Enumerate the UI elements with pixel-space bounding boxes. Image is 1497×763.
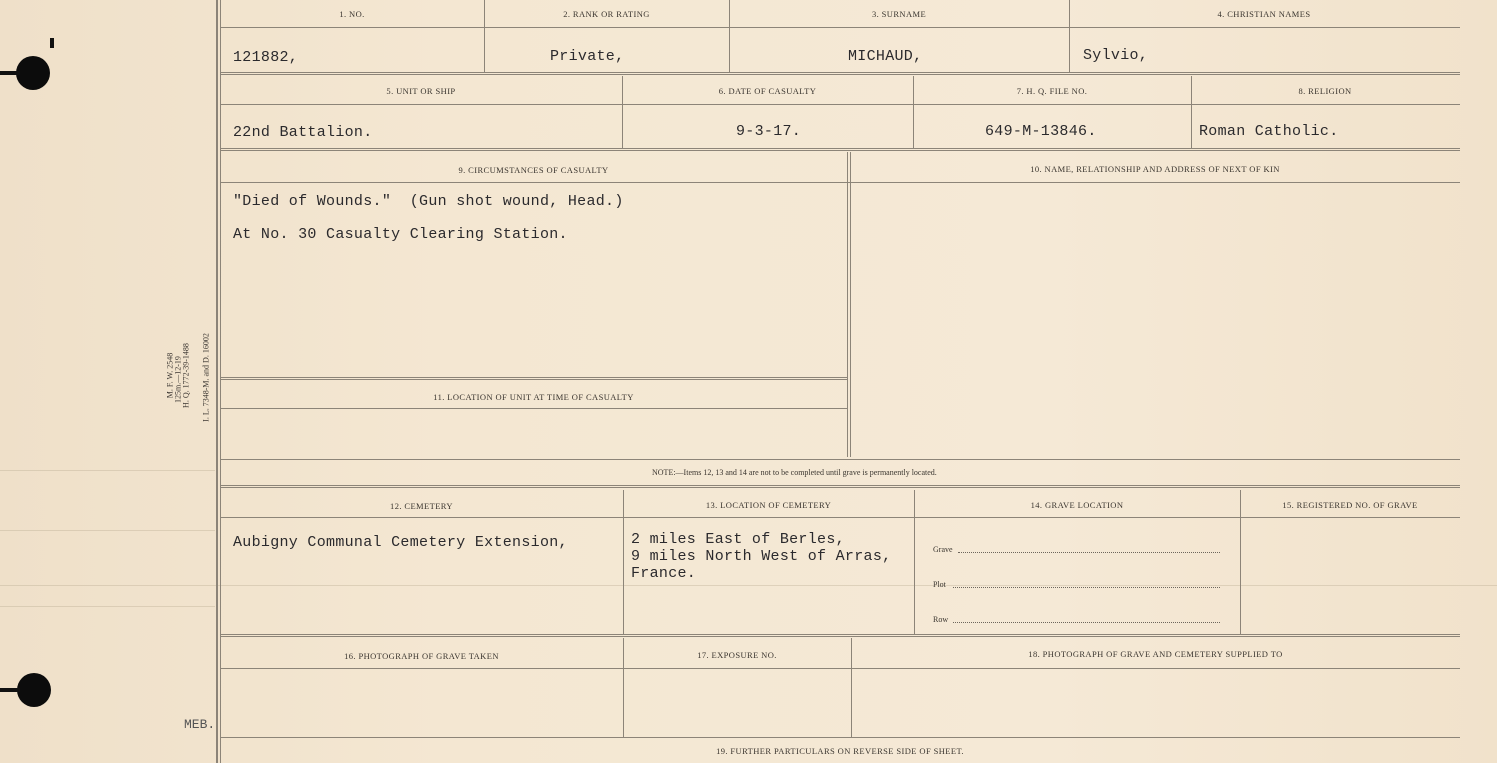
header-location-of-unit: 11. LOCATION OF UNIT AT TIME OF CASUALTY [433,392,634,402]
location-line-3: France. [631,565,697,582]
header-no: 1. NO. [339,9,365,19]
header-next-of-kin: 10. NAME, RELATIONSHIP AND ADDRESS OF NEXT OF KIN [1030,164,1280,174]
header-location-of-cemetery: 13. LOCATION OF CEMETERY [705,500,832,510]
header-exposure-no: 17. EXPOSURE NO. [697,650,777,660]
service-number: 121882, [233,49,299,66]
location-line-2: 9 miles North West of Arras, [631,548,892,565]
header-religion: 8. RELIGION [1298,86,1352,96]
form-code-4: I. L. 7348-M. and D. 16002 [201,333,211,422]
header-date-of-casualty: 6. DATE OF CASUALTY [718,86,817,96]
circumstances-line-1: "Died of Wounds." (Gun shot wound, Head.) [233,193,624,210]
header-unit: 5. UNIT OR SHIP [386,86,456,96]
form-code-1: M. F. W. 2548 [165,352,175,399]
binder-hole-bottom [17,673,51,707]
row-label: Row [933,615,949,624]
grave-label: Grave [933,545,953,554]
header-registered-no: 15. REGISTERED NO. OF GRAVE [1282,500,1418,510]
binder-hole-top-bar [0,71,20,75]
surname-value: MICHAUD, [848,48,923,65]
religion-value: Roman Catholic. [1199,123,1339,140]
header-grave-location: 14. GRAVE LOCATION [1030,500,1124,510]
location-line-1: 2 miles East of Berles, [631,531,845,548]
plot-label: Plot [933,580,946,589]
header-surname: 3. SURNAME [871,9,927,19]
header-christian-names: 4. CHRISTIAN NAMES [1217,9,1311,19]
note-text: NOTE:—Items 12, 13 and 14 are not to be completed until grave is permanently located. [652,468,937,477]
binder-hole-top [16,56,50,90]
header-circumstances: 9. CIRCUMSTANCES OF CASUALTY [458,165,609,175]
circumstances-line-2: At No. 30 Casualty Clearing Station. [233,226,568,243]
further-particulars: 19. FURTHER PARTICULARS ON REVERSE SIDE OF SHEET. [716,746,964,756]
unit-value: 22nd Battalion. [233,124,373,141]
header-cemetery: 12. CEMETERY [390,501,453,511]
cemetery-value: Aubigny Communal Cemetery Extension, [233,534,568,551]
mark-icon [50,38,54,48]
date-of-casualty-value: 9-3-17. [736,123,802,140]
initials: MEB. [184,717,216,732]
christian-names-value: Sylvio, [1083,47,1149,64]
header-photograph-taken: 16. PHOTOGRAPH OF GRAVE TAKEN [344,651,499,661]
header-hq-file: 7. H. Q. FILE NO. [1016,86,1088,96]
header-photograph-supplied: 18. PHOTOGRAPH OF GRAVE AND CEMETERY SUPPLIED TO [1028,649,1283,659]
binder-hole-bottom-bar [0,688,20,692]
rank-value: Private, [550,48,625,65]
header-rank: 2. RANK OR RATING [563,9,650,19]
form-code-3: H. Q. 1772-39-1488 [181,343,191,408]
form-code-2: 125m.—12-19 [173,356,183,403]
hq-file-value: 649-M-13846. [985,123,1097,140]
